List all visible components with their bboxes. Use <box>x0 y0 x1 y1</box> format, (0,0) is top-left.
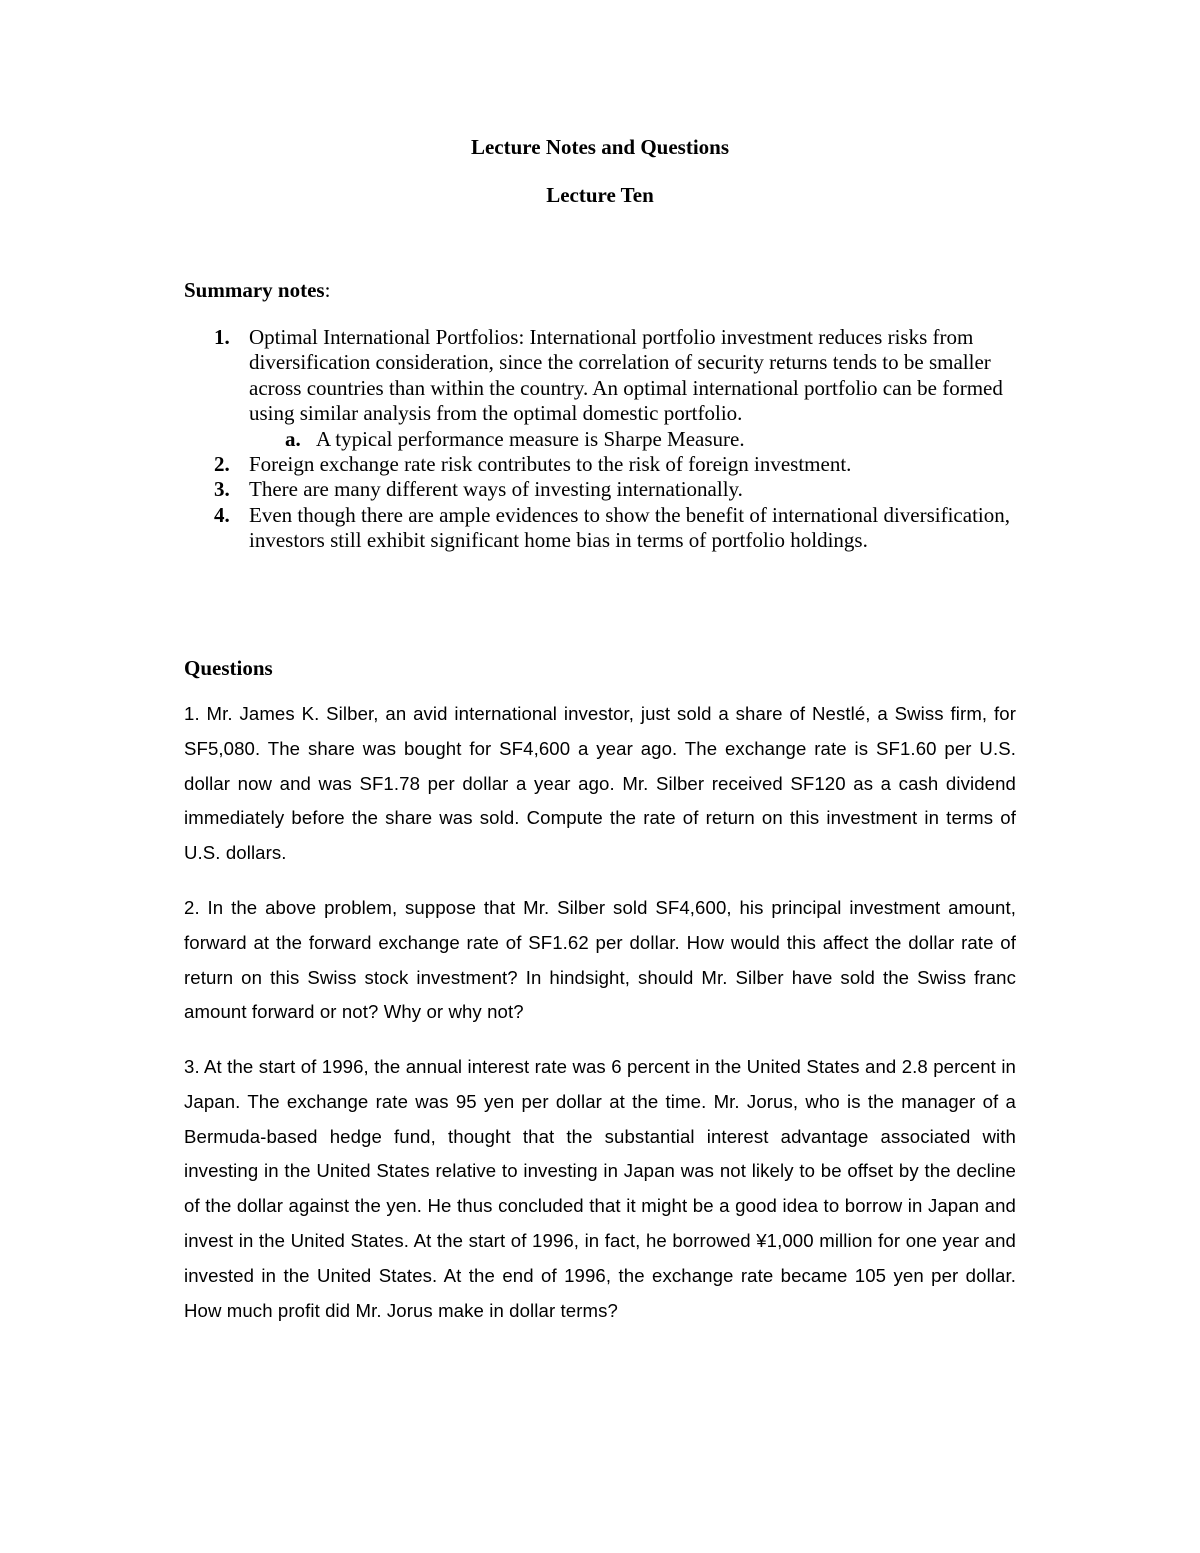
summary-item-text: Even though there are ample evidences to show the benefit of international diversification, investors still exhibit significant home bias in terms of portfolio holdings. <box>249 502 1010 553</box>
question-3: 3. At the start of 1996, the annual interest rate was 6 percent in the United States and 2.8 percent in Japan. The exchange rate was 95 yen per dollar at the time. Mr. Jorus, who is the manager of a Bermuda-based hedge fund, thought that the substantial interest advantage associated with investing in the United States relative to investing in Japan was not likely to be offset by the decline of the dollar against the yen. He thus concluded that it might be a good idea to borrow in Japan and invest in the United States. At the start of 1996, in fact, he borrowed ¥1,000 million for one year and invested in the United States. At the end of 1996, the exchange rate became 105 yen per dollar. How much profit did Mr. Jorus make in dollar terms? <box>184 1056 1016 1321</box>
questions-heading: Questions <box>184 656 273 680</box>
summary-sublist <box>249 427 1034 452</box>
document-subtitle: Lecture Ten <box>546 183 654 207</box>
summary-item-number: 3. <box>214 477 230 502</box>
document-title: Lecture Notes and Questions <box>470 135 730 159</box>
summary-subitem <box>285 427 1034 452</box>
question-2: 2. In the above problem, suppose that Mr. Silber sold SF4,600, his principal investment amount, forward at the forward exchange rate of SF1.62 per dollar. How would this affect the dollar rate of return on this Swiss stock investment? In hindsight, should Mr. Silber have sold the Swiss franc amount forward or not? Why or why not? <box>184 897 1016 1023</box>
summary-item <box>214 452 1034 477</box>
summary-list <box>214 325 1034 554</box>
question-1: 1. Mr. James K. Silber, an avid international investor, just sold a share of Nestlé, a Swiss firm, for SF5,080. The share was bought for SF4,600 a year ago. The exchange rate is SF1.60 per U.S. dollar now and was SF1.78 per dollar a year ago. Mr. Silber received SF120 as a cash dividend immediately before the share was sold. Compute the rate of return on this investment in terms of U.S. dollars. <box>184 703 1016 864</box>
summary-item-number: 4. <box>214 502 230 527</box>
summary-item-number: 1. <box>214 325 230 349</box>
summary-heading <box>184 277 330 303</box>
summary-item <box>214 325 1034 452</box>
summary-heading-text: Summary notes <box>184 278 325 302</box>
summary-heading-colon: : <box>324 278 331 302</box>
summary-item-text: There are many different ways of investing internationally. <box>249 477 743 502</box>
summary-subitem-text: A typical performance measure is Sharpe Measure. <box>316 426 745 451</box>
summary-item <box>214 503 1034 554</box>
summary-item-number: 2. <box>214 452 230 477</box>
summary-item-text: Foreign exchange rate risk contributes to the risk of foreign investment. <box>249 452 852 477</box>
summary-item <box>214 477 1034 502</box>
summary-item-text: Optimal International Portfolios: International portfolio investment reduces risks from diversification consideration, since the correlation of security returns tends to be smaller across countries than within the country. An optimal international portfolio can be formed using similar analysis from the optimal domestic portfolio. <box>249 325 1003 426</box>
summary-subitem-letter: a. <box>285 426 301 451</box>
